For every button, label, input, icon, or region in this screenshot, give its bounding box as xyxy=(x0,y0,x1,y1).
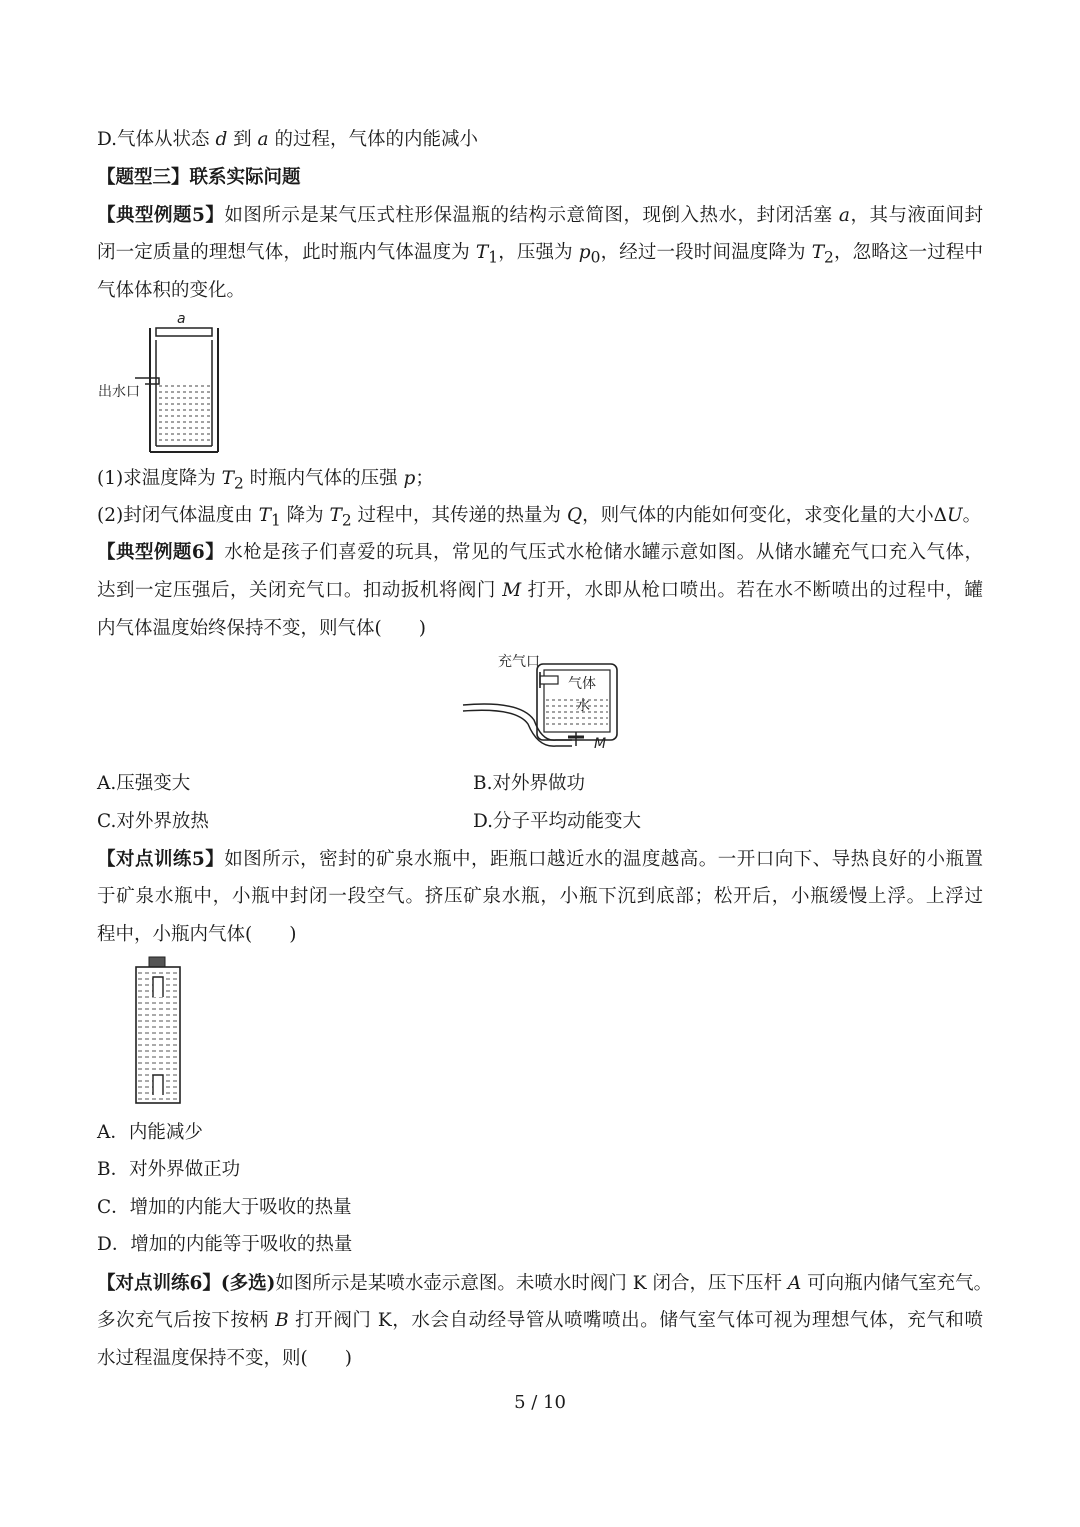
outlet-label: 出水口 xyxy=(98,384,140,400)
barrel-pipe-top xyxy=(463,704,572,740)
example6-line3: 内气体温度始终保持不变，则气体( ) xyxy=(97,618,426,639)
example6-line1: 【典型例题6】水枪是孩子们喜爱的玩具，常见的气压式水枪储水罐示意如图。从储水罐充气口充入气体， xyxy=(97,542,983,563)
page-number: 5 / 10 xyxy=(514,1392,566,1413)
training5-line3: 程中，小瓶内气体( ) xyxy=(97,924,297,945)
example6-option-b: B.对外界做功 xyxy=(473,773,585,794)
water-label: 水 xyxy=(576,698,590,714)
bottle-figure xyxy=(130,955,190,1110)
example6-option-c: C.对外界放热 xyxy=(97,811,209,832)
training5-option-d: D．增加的内能等于吸收的热量 xyxy=(97,1234,353,1255)
vial-top xyxy=(153,977,163,997)
example5-question1: (1)求温度降为 $T_2$ 时瓶内气体的压强 p； xyxy=(97,468,434,493)
piston-label: a xyxy=(177,311,186,327)
vial-bottom xyxy=(153,1075,163,1095)
training6-line3: 水过程温度保持不变，则( ) xyxy=(97,1348,352,1369)
thermos-figure xyxy=(95,310,225,455)
example5-question2: (2)封闭气体温度由 $T_1$ 降为 $T_2$ 过程中，其传递的热量为 Q，则气体的内能如何变化，求变化量的大小ΔU。 xyxy=(97,505,982,530)
gas-label: 气体 xyxy=(568,676,596,692)
previous-option-d: D.气体从状态 d 到 a 的过程，气体的内能减小 xyxy=(97,129,478,150)
valve-label: M xyxy=(594,736,607,752)
training5-option-b: B．对外界做正功 xyxy=(97,1159,241,1180)
example5-line2: 闭一定质量的理想气体，此时瓶内气体温度为 $T_1$，压强为 $p_0$，经过一段时间温度降为 $T_2$，忽略这一过程中 xyxy=(97,242,984,267)
example6-option-d: D.分子平均动能变大 xyxy=(473,811,642,832)
bottle-cap xyxy=(149,957,165,967)
inlet-valve xyxy=(540,676,558,684)
water-gun-figure xyxy=(460,650,630,755)
training5-line1: 【对点训练5】如图所示，密封的矿泉水瓶中，距瓶口越近水的温度越高。一开口向下、导热良好的小瓶置 xyxy=(97,849,983,870)
training5-line2: 于矿泉水瓶中，小瓶中封闭一段空气。挤压矿泉水瓶，小瓶下沉到底部；松开后，小瓶缓慢上浮。上浮过 xyxy=(97,886,983,907)
example6-line2: 达到一定压强后，关闭充气口。扣动扳机将阀门 M 打开，水即从枪口喷出。若在水不断喷出的过程中，罐 xyxy=(97,580,983,601)
training5-option-c: C．增加的内能大于吸收的热量 xyxy=(97,1197,352,1218)
example5-line3: 气体体积的变化。 xyxy=(97,280,246,301)
water-fill xyxy=(159,386,210,440)
section-heading: 【题型三】联系实际问题 xyxy=(97,167,301,188)
training5-option-a: A．内能减少 xyxy=(97,1122,203,1143)
training6-line1: 【对点训练6】(多选)如图所示是某喷水壶示意图。未喷水时阀门 K 闭合，压下压杆 A 可向瓶内储气室充气。 xyxy=(97,1273,993,1294)
inlet-label: 充气口 xyxy=(498,654,540,670)
piston xyxy=(156,328,212,336)
training6-line2: 多次充气后按下按柄 B 打开阀门 K，水会自动经导管从喷嘴喷出。储气室气体可视为理想气体，充气和喷 xyxy=(97,1310,983,1331)
example5-line1: 【典型例题5】如图所示是某气压式柱形保温瓶的结构示意简图，现倒入热水，封闭活塞 a，其与液面间封 xyxy=(97,205,983,226)
example6-option-a: A.压强变大 xyxy=(97,773,191,794)
